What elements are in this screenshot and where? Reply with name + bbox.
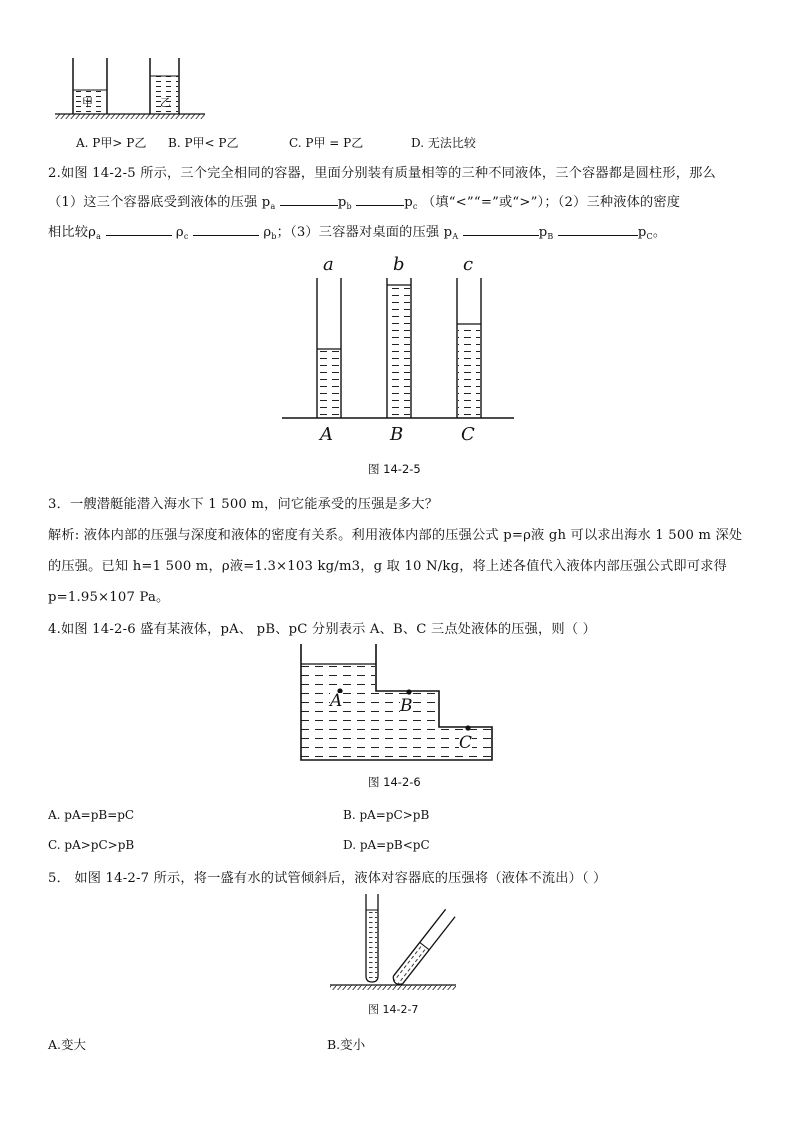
- q1-option-c: C. P甲 = P乙: [289, 136, 364, 150]
- q1-option-b: B. P甲< P乙: [168, 136, 239, 150]
- tube-top-label-b: b: [393, 254, 405, 275]
- point-label-b: B: [400, 696, 413, 716]
- beaker-label-left: 甲: [82, 96, 93, 109]
- tube-bottom-label-c: C: [461, 424, 475, 445]
- caption-14-2-7: 图 14-2-7: [368, 1003, 419, 1016]
- q4-question: 4.如图 14-2-6 盛有某液体，pA、 pB、pC 分别表示 A、B、C 三点处液体的压强，则（ ）: [48, 622, 596, 637]
- tube-top-label-c: c: [463, 254, 474, 275]
- tube-top-label-a: a: [323, 254, 334, 275]
- q5-option-b: B.变小: [327, 1037, 366, 1052]
- caption-14-2-5: 图 14-2-5: [368, 462, 421, 476]
- q5-question: 5． 如图 14-2-7 所示，将一盛有水的试管倾斜后，液体对容器底的压强将（液体不流出）（ ）: [48, 871, 607, 886]
- q3-question: 3．一艘潜艇能潜入海水下 1 500 m，问它能承受的压强是多大？: [48, 497, 439, 512]
- point-label-a: A: [330, 691, 343, 711]
- figure-14-2-7: [326, 890, 466, 998]
- q2-line2: （1）这三个容器底受到液体的压强 $p_a$ $p_b$ $p_c$ （填“<”“=”或“>”）；（2）三种液体的密度: [48, 195, 681, 211]
- q2-line3: 相比较$\rho_a$ $\rho_c$ $\rho_b$；（3）三容器对桌面的压强 $p_A$ $p_B$ $p_C$。: [48, 225, 667, 241]
- beakers-figure: [55, 54, 215, 124]
- q1-option-a: A. P甲> P乙: [76, 136, 147, 150]
- q5-option-a: A.变大: [48, 1037, 87, 1052]
- beaker-label-right: 乙: [160, 96, 171, 109]
- caption-14-2-6: 图 14-2-6: [368, 775, 421, 789]
- q4-option-c: C. pA>pC>pB: [48, 838, 135, 852]
- q3-analysis-1: 解析: 液体内部的压强与深度和液体的密度有关系。利用液体内部的压强公式 p=ρ液 gh 可以求出海水 1 500 m 深处: [48, 528, 743, 543]
- q4-option-d: D. pA=pB<pC: [343, 838, 430, 852]
- figure-14-2-5: [282, 250, 517, 450]
- tube-bottom-label-a: A: [320, 424, 333, 445]
- q3-analysis-2: 的压强。已知 h=1 500 m，ρ液=1.3×103 kg/m3，g 取 10 N/kg，将上述各值代入液体内部压强公式即可求得: [48, 559, 727, 574]
- q3-analysis-3: p=1.95×107 Pa。: [48, 590, 170, 605]
- q4-option-b: B. pA=pC>pB: [343, 808, 430, 822]
- q1-option-d: D. 无法比较: [411, 136, 476, 150]
- q4-option-a: A. pA=pB=pC: [48, 808, 135, 822]
- point-label-c: C: [459, 733, 473, 753]
- tube-bottom-label-b: B: [390, 424, 404, 445]
- q2-line1: 2.如图 14-2-5 所示，三个完全相同的容器，里面分别装有质量相等的三种不同液体，三个容器都是圆柱形，那么: [48, 166, 716, 181]
